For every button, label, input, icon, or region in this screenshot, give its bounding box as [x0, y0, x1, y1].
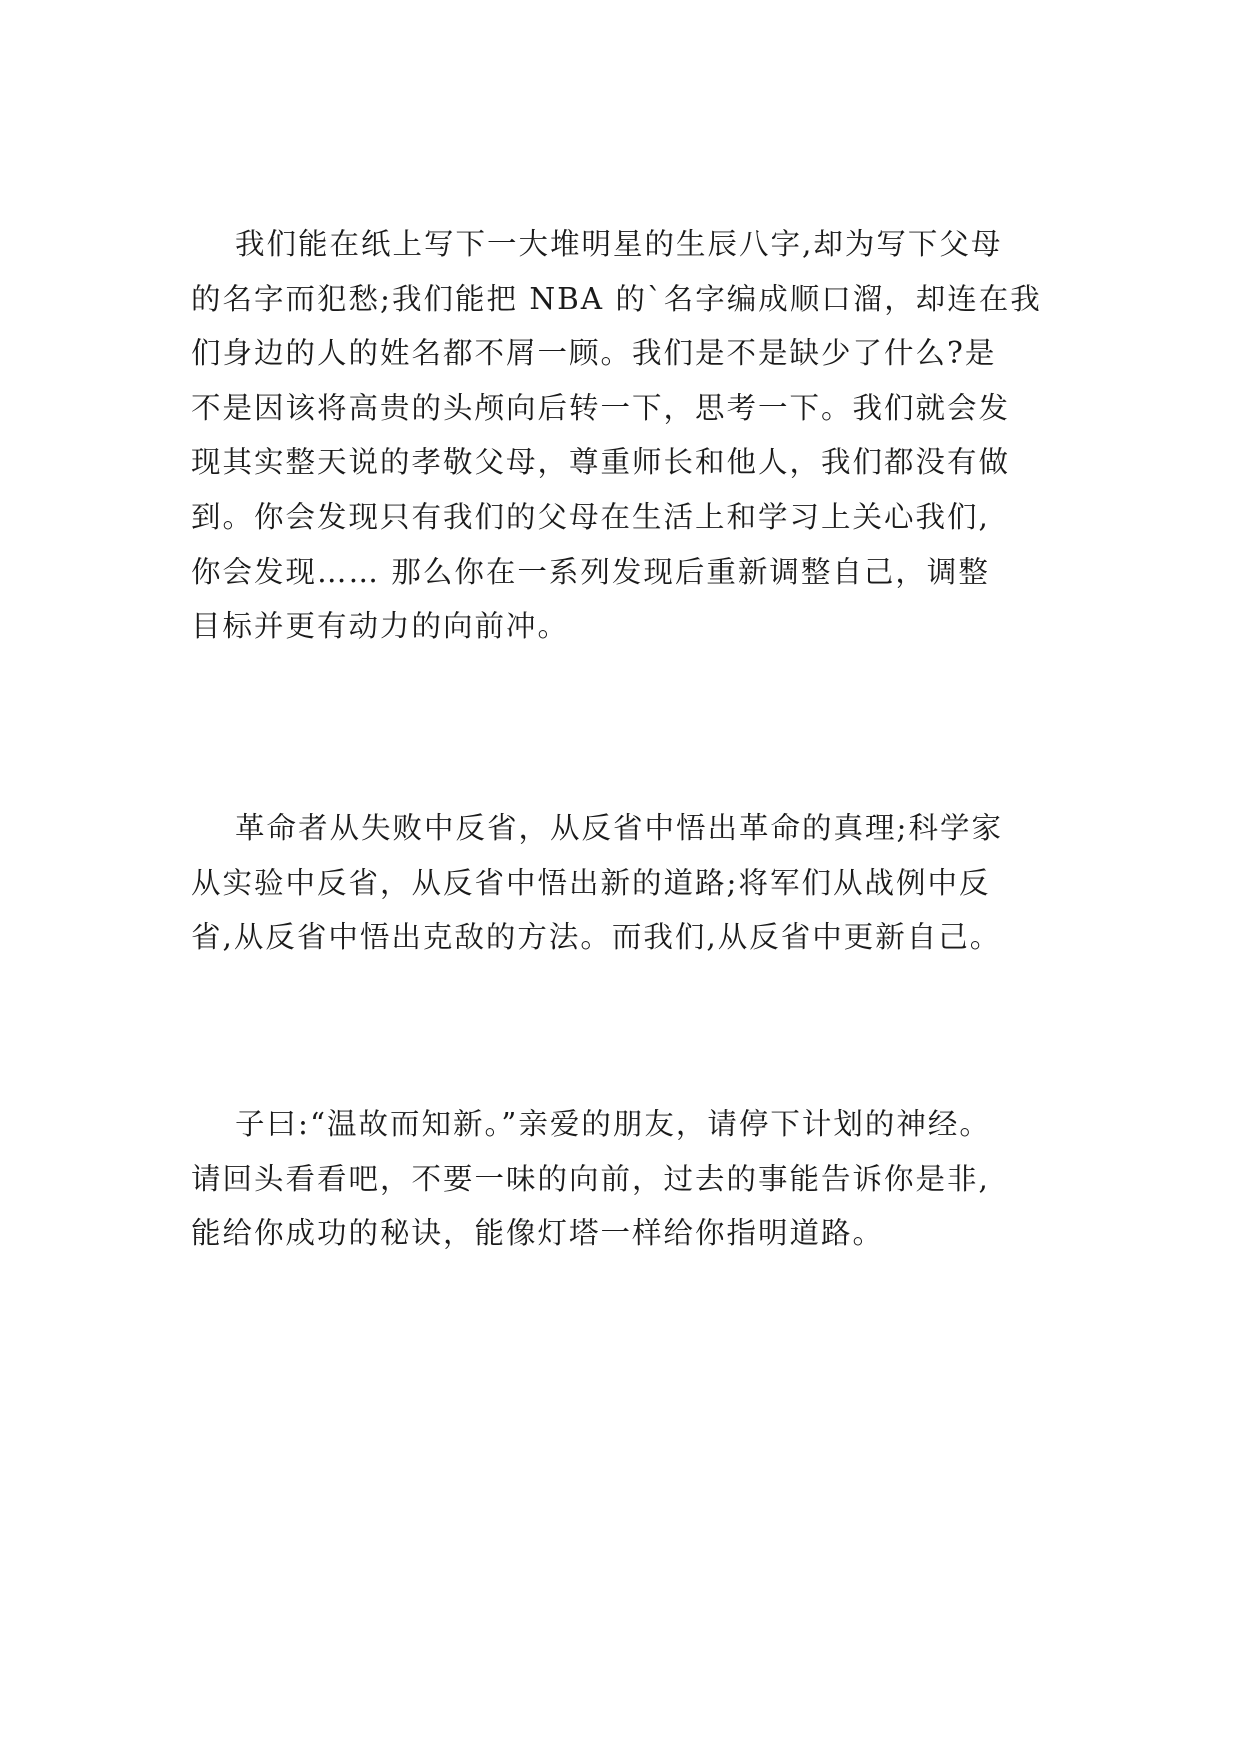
text-line: 的名字而犯愁;我们能把 NBA 的`名字编成顺口溜，却连在我: [191, 281, 1042, 316]
text-line: 们身边的人的姓名都不屑一顾。我们是不是缺少了什么?是: [191, 336, 997, 371]
paragraph: [191, 217, 1071, 654]
text-line: 从实验中反省，从反省中悟出新的道路;将军们从战例中反: [191, 865, 991, 900]
text-line: 你会发现…… 那么你在一系列发现后重新调整自己，调整: [191, 554, 990, 589]
text-line: 目标并更有动力的向前冲。: [191, 609, 570, 644]
text-line: 能给你成功的秘诀，能像灯塔一样给你指明道路。: [191, 1216, 885, 1251]
text-line: 到。你会发现只有我们的父母在生活上和学习上关心我们,: [191, 499, 990, 534]
text-line: 我们能在纸上写下一大堆明星的生辰八字,却为写下父母: [235, 227, 1003, 261]
text-line: 不是因该将高贵的头颅向后转一下，思考一下。我们就会发: [191, 390, 1011, 425]
text-line: 现其实整天说的孝敬父母，尊重师长和他人，我们都没有做: [191, 445, 1011, 480]
text-line: 子曰:“温故而知新。”亲爱的朋友，请停下计划的神经。: [235, 1107, 991, 1141]
text-line: 革命者从失败中反省，从反省中悟出革命的真理;科学家: [235, 811, 1003, 845]
paragraph: [191, 1097, 1071, 1261]
text-line: 省,从反省中悟出克敌的方法。而我们,从反省中更新自己。: [191, 920, 1002, 955]
text-line: 请回头看看吧，不要一味的向前，过去的事能告诉你是非,: [191, 1161, 990, 1196]
paragraph: [191, 801, 1071, 965]
